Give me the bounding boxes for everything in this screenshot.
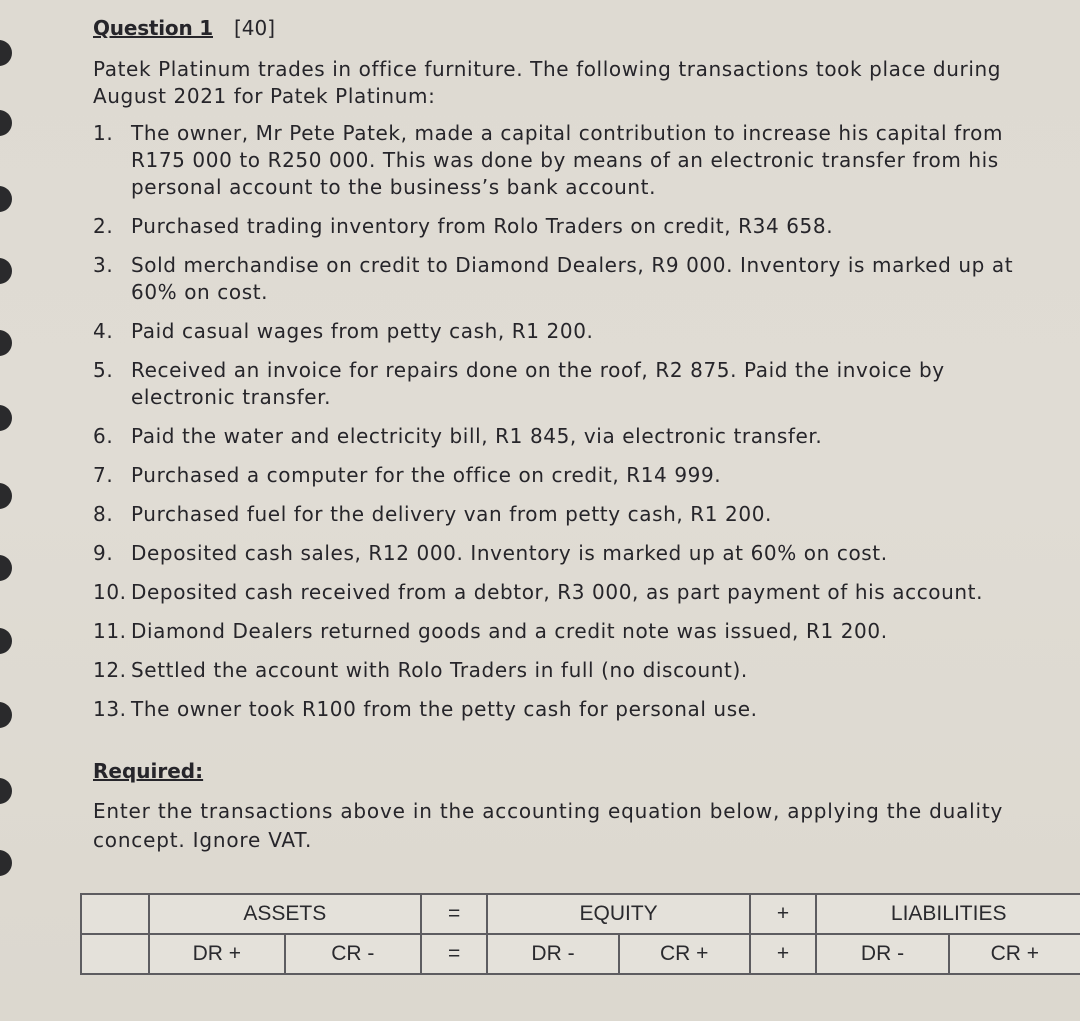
list-item	[93, 540, 1053, 567]
item-text: The owner, Mr Pete Patek, made a capital contribution to increase his capital from R175 000 to R250 000. This was done by means of an electronic transfer from his personal account to the business’s bank account.	[131, 121, 1004, 199]
item-text: Purchased a computer for the office on credit, R14 999.	[131, 463, 722, 487]
item-text: Settled the account with Rolo Traders in full (no discount).	[131, 658, 748, 682]
item-number: 5.	[93, 358, 114, 382]
item-number: 3.	[93, 253, 114, 277]
item-number: 11.	[93, 619, 127, 643]
liabilities-header: LIABILITIES	[816, 894, 1080, 934]
item-number: 13.	[93, 697, 127, 721]
item-number: 4.	[93, 319, 114, 343]
binder-hole	[0, 778, 12, 804]
list-item	[93, 357, 1053, 411]
assets-cr-header: CR -	[285, 934, 421, 974]
list-item	[93, 579, 1053, 606]
table-header-row	[81, 894, 1080, 934]
item-number: 2.	[93, 214, 114, 238]
transaction-list	[93, 120, 1053, 723]
list-item	[93, 462, 1053, 489]
binder-hole	[0, 40, 12, 66]
list-item	[93, 213, 1053, 240]
question-intro: Patek Platinum trades in office furniture. The following transactions took place during August 2021 for Patek Platinum:	[93, 57, 1002, 108]
list-item	[93, 423, 1053, 450]
list-item	[93, 657, 1053, 684]
binder-hole	[0, 850, 12, 876]
required-heading: Required:	[93, 759, 204, 783]
list-item	[93, 318, 1053, 345]
required-instruction: Enter the transactions above in the accounting equation below, applying the duality concept. Ignore VAT.	[93, 799, 1004, 852]
list-item	[93, 501, 1053, 528]
binder-hole	[0, 258, 12, 284]
item-text: Purchased trading inventory from Rolo Traders on credit, R34 658.	[131, 214, 834, 238]
plus-sign: +	[750, 934, 817, 974]
binder-hole	[0, 330, 12, 356]
list-item	[93, 618, 1053, 645]
item-text: Received an invoice for repairs done on the roof, R2 875. Paid the invoice by electronic transfer.	[131, 358, 945, 409]
assets-dr-header: DR +	[149, 934, 285, 974]
item-text: Sold merchandise on credit to Diamond Dealers, R9 000. Inventory is marked up at 60% on cost.	[131, 253, 1014, 304]
item-text: Diamond Dealers returned goods and a credit note was issued, R1 200.	[131, 619, 888, 643]
question-header	[93, 16, 1053, 40]
item-number: 12.	[93, 658, 127, 682]
item-text: Deposited cash received from a debtor, R3 000, as part payment of his account.	[131, 580, 984, 604]
binder-hole	[0, 555, 12, 581]
binder-hole	[0, 483, 12, 509]
binder-hole	[0, 702, 12, 728]
equals-sign: =	[421, 934, 488, 974]
item-number: 6.	[93, 424, 114, 448]
item-number: 9.	[93, 541, 114, 565]
equals-sign: =	[421, 894, 488, 934]
accounting-equation-table	[80, 893, 1080, 975]
binder-hole	[0, 628, 12, 654]
item-text: Purchased fuel for the delivery van from petty cash, R1 200.	[131, 502, 772, 526]
assets-header: ASSETS	[149, 894, 421, 934]
binder-hole	[0, 405, 12, 431]
equity-header: EQUITY	[487, 894, 749, 934]
item-text: Paid the water and electricity bill, R1 845, via electronic transfer.	[131, 424, 823, 448]
binder-hole	[0, 110, 12, 136]
list-item	[93, 252, 1053, 306]
liabilities-dr-header: DR -	[816, 934, 948, 974]
table-cell-blank	[81, 934, 149, 974]
binder-hole	[0, 186, 12, 212]
item-text: Paid casual wages from petty cash, R1 200.	[131, 319, 594, 343]
plus-sign: +	[750, 894, 817, 934]
item-number: 1.	[93, 121, 114, 145]
list-item	[93, 120, 1053, 201]
equity-cr-header: CR +	[619, 934, 750, 974]
table-cell-blank	[81, 894, 149, 934]
table-subheader-row	[81, 934, 1080, 974]
item-number: 7.	[93, 463, 114, 487]
equity-dr-header: DR -	[487, 934, 618, 974]
item-text: The owner took R100 from the petty cash for personal use.	[131, 697, 758, 721]
liabilities-cr-header: CR +	[949, 934, 1080, 974]
item-number: 10.	[93, 580, 127, 604]
item-text: Deposited cash sales, R12 000. Inventory is marked up at 60% on cost.	[131, 541, 888, 565]
question-marks: [40]	[233, 16, 276, 40]
question-title: Question 1	[93, 16, 213, 40]
item-number: 8.	[93, 502, 114, 526]
list-item	[93, 696, 1053, 723]
question-content	[93, 16, 1053, 855]
